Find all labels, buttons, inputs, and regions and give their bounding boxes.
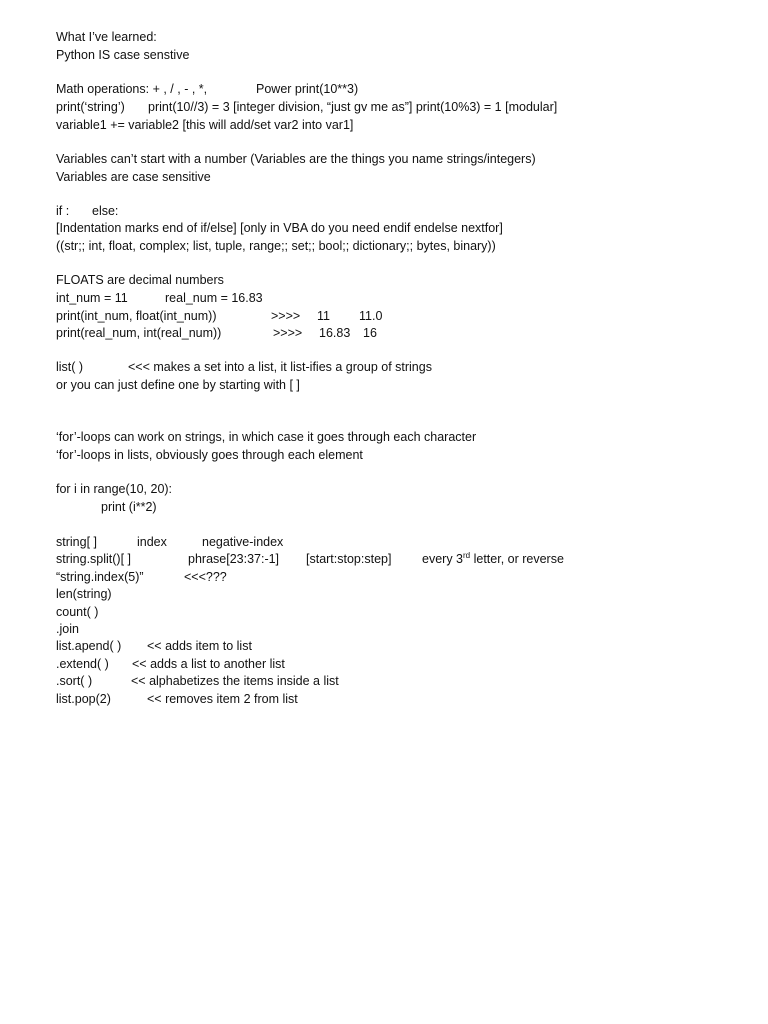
print-int-code: print(int_num, float(int_num)): [56, 309, 217, 323]
sort-note: << alphabetizes the items inside a list: [131, 674, 339, 688]
print-string-example: print(‘string’): [56, 100, 125, 114]
negative-index-label: negative-index: [202, 535, 284, 549]
list-define-note: or you can just define one by starting with [ ]: [56, 378, 300, 392]
print-int-value-2: 11.0: [359, 309, 383, 323]
math-operations-text: Math operations: + , / , - , *,: [56, 82, 208, 96]
variables-number-note: Variables can’t start with a number (Variables are the things you name strings/integers): [56, 152, 536, 166]
variables-case-note: Variables are case sensitive: [56, 170, 211, 184]
index-method-code: “string.index(5)”: [56, 570, 144, 584]
len-code: len(string): [56, 587, 112, 601]
ordinal-suffix: rd: [463, 551, 471, 560]
print-real-arrow: >>>>: [273, 326, 303, 340]
if-keyword: if :: [56, 204, 70, 218]
list-function-code: list( ): [56, 360, 84, 374]
extend-code: .extend( ): [56, 657, 109, 671]
pop-note: << removes item 2 from list: [147, 692, 298, 706]
append-code: list.apend( ): [56, 639, 122, 653]
int-assignment: int_num = 11: [56, 291, 128, 305]
every-third-text: every 3: [422, 552, 463, 566]
every-third-letter-note: [422, 551, 564, 568]
for-loops-lists-note: ‘for’-loops in lists, obviously goes through each element: [56, 448, 363, 462]
power-example: Power print(10**3): [256, 82, 359, 96]
real-assignment: real_num = 16.83: [165, 291, 263, 305]
index-method-note: <<<???: [184, 570, 227, 584]
append-note: << adds item to list: [147, 639, 252, 653]
for-loops-strings-note: ‘for’-loops can work on strings, in which case it goes through each character: [56, 430, 477, 444]
variable-add-note: variable1 += variable2 [this will add/set var2 into var1]: [56, 118, 354, 132]
indentation-note: [Indentation marks end of if/else] [only in VBA do you need endif endelse nextfor]: [56, 221, 503, 235]
split-code: string.split()[ ]: [56, 552, 132, 566]
print-real-code: print(real_num, int(real_num)): [56, 326, 222, 340]
every-third-rest: letter, or reverse: [470, 552, 564, 566]
else-keyword: else:: [92, 204, 119, 218]
for-range-code: for i in range(10, 20):: [56, 482, 173, 496]
phrase-slice-code: phrase[23:37:-1]: [188, 552, 280, 566]
index-label: index: [137, 535, 167, 549]
print-int-value-1: 11: [317, 309, 330, 323]
floats-note: FLOATS are decimal numbers: [56, 273, 224, 287]
sort-code: .sort( ): [56, 674, 93, 688]
data-types-list: ((str;; int, float, complex; list, tuple, range;; set;; bool;; dictionary;; bytes, binary)): [56, 239, 496, 253]
print-square-code: print (i**2): [101, 500, 157, 514]
case-sensitivity-note: Python IS case senstive: [56, 48, 190, 62]
join-code: .join: [56, 622, 79, 636]
list-function-note: <<< makes a set into a list, it list-ifies a group of strings: [128, 360, 432, 374]
doc-heading: What I’ve learned:: [56, 30, 157, 44]
count-code: count( ): [56, 605, 99, 619]
print-int-arrow: >>>>: [271, 309, 301, 323]
string-bracket-code: string[ ]: [56, 535, 97, 549]
slice-syntax: [start:stop:step]: [306, 552, 392, 566]
print-real-value-1: 16.83: [319, 326, 351, 340]
division-modular-example: print(10//3) = 3 [integer division, “just gv me as”] print(10%3) = 1 [modular]: [148, 100, 558, 114]
extend-note: << adds a list to another list: [132, 657, 285, 671]
print-real-value-2: 16: [363, 326, 377, 340]
pop-code: list.pop(2): [56, 692, 111, 706]
